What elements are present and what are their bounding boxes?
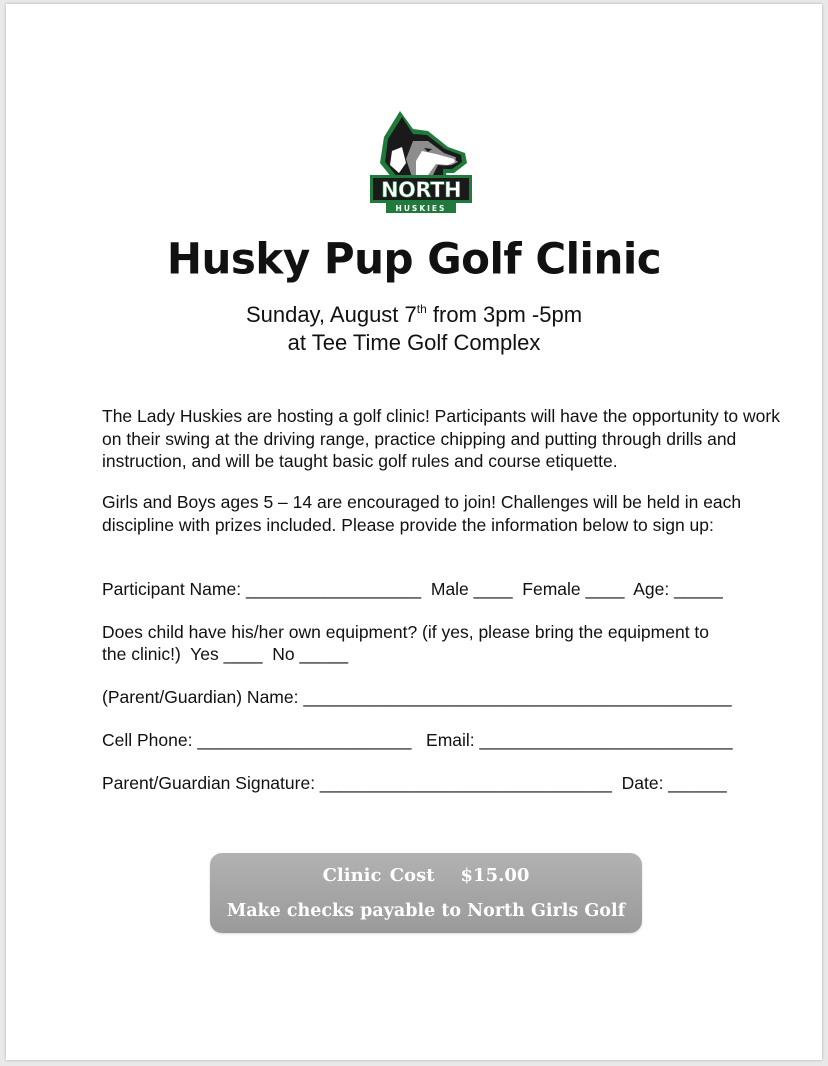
page-title: Husky Pup Golf Clinic bbox=[166, 233, 662, 284]
event-location: at Tee Time Golf Complex bbox=[287, 330, 541, 355]
cost-amount: $15.00 bbox=[460, 865, 530, 886]
equipment-question-line: Does child have his/her own equipment? (if yes, please bring the equipment to bbox=[102, 622, 710, 642]
eligibility-paragraph: Girls and Boys ages 5 – 14 are encouraged to join! Challenges will be held in each discipline with prizes included. Please provide the information below to sign up: bbox=[102, 492, 742, 535]
cost-label: Clinic Cost bbox=[322, 865, 435, 886]
logo-wordmark: NORTH bbox=[380, 178, 462, 202]
phone-email-line: Cell Phone: ______________________ Email: __________________________ bbox=[102, 730, 733, 750]
payable-note: Make checks payable to North Girls Golf bbox=[226, 901, 626, 921]
husky-head-icon bbox=[366, 107, 476, 217]
equipment-answer-line: the clinic!) Yes ____ No _____ bbox=[102, 644, 349, 664]
cost-banner bbox=[210, 853, 642, 933]
logo-subword: HUSKIES bbox=[395, 204, 447, 213]
date-ordinal: th bbox=[416, 302, 427, 316]
event-date: Sunday, August 7 bbox=[245, 302, 417, 327]
event-details bbox=[6, 301, 822, 357]
event-time: from 3pm -5pm bbox=[426, 302, 583, 327]
signature-date-line: Parent/Guardian Signature: ______________________________ Date: ______ bbox=[102, 773, 727, 793]
description-paragraph: The Lady Huskies are hosting a golf clinic! Participants will have the opportunity to work on their swing at the driving range, practice chipping and putting through drills and instruction, and will be taught basic golf rules and course etiquette. bbox=[102, 406, 780, 471]
north-huskies-logo bbox=[366, 107, 476, 217]
participant-info-line: Participant Name: __________________ Male ____ Female ____ Age: _____ bbox=[102, 579, 723, 599]
event-date-time bbox=[6, 301, 822, 329]
guardian-name-line: (Parent/Guardian) Name: ____________________________________________ bbox=[102, 687, 732, 707]
flyer-page bbox=[6, 4, 822, 1060]
cost-line bbox=[210, 865, 642, 886]
